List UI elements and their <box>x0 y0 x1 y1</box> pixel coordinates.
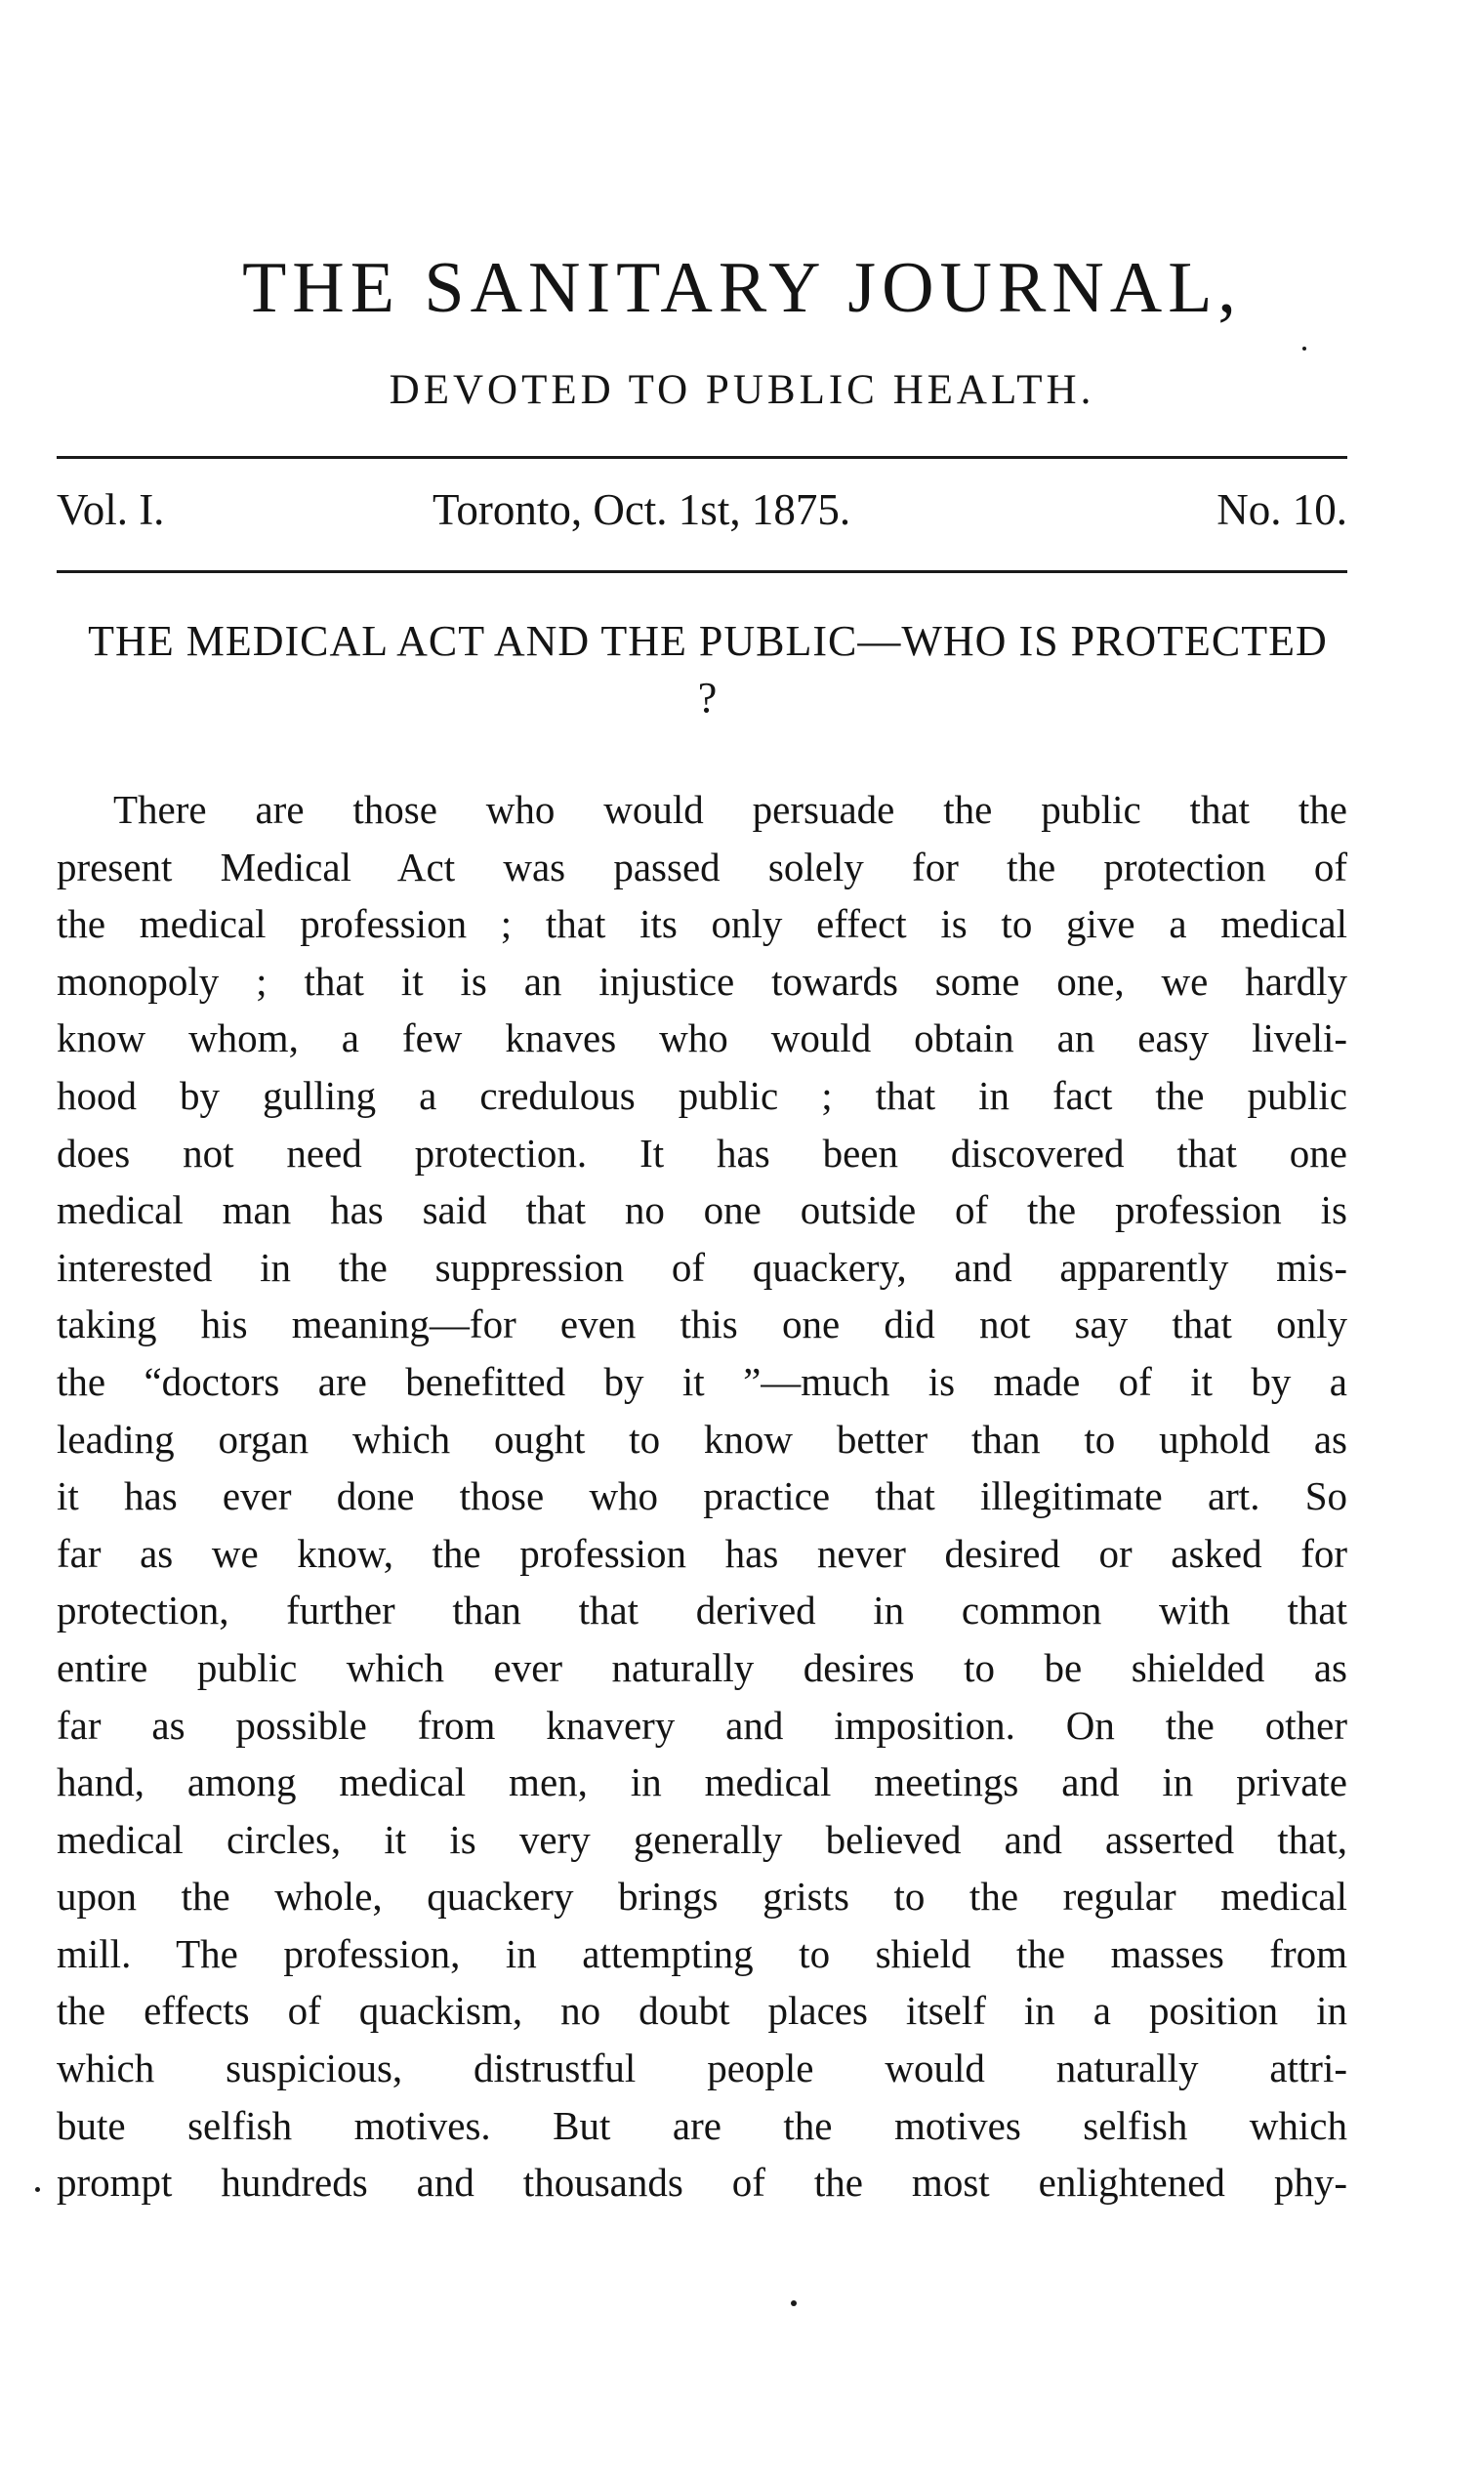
top-rule <box>57 456 1347 459</box>
body-line: hand, among medical men, in medical meetings and in private <box>57 1759 1347 1805</box>
journal-title: THE SANITARY JOURNAL, <box>242 248 1242 328</box>
body-line: protection, further than that derived in common with that <box>57 1588 1347 1633</box>
page-dot <box>791 2300 797 2306</box>
body-line: medical circles, it is very generally believed and asserted that, <box>57 1816 1347 1862</box>
journal-subtitle: DEVOTED TO PUBLIC HEALTH. <box>389 367 1095 413</box>
print-speck <box>1302 347 1306 351</box>
body-line: There are those who would persuade the public that the <box>113 787 1347 832</box>
body-line: interested in the suppression of quackery, and apparently mis- <box>57 1244 1347 1290</box>
body-line: hood by gulling a credulous public ; that in fact the public <box>57 1072 1347 1118</box>
issue-line <box>57 485 1347 547</box>
body-line: know whom, a few knaves who would obtain an easy liveli- <box>57 1015 1347 1061</box>
body-line: far as we know, the profession has never desired or asked for <box>57 1530 1347 1576</box>
body-line: present Medical Act was passed solely for the protection of <box>57 844 1347 889</box>
body-line: prompt hundreds and thousands of the most enlightened phy- <box>57 2160 1347 2206</box>
body-line: the effects of quackism, no doubt places itself in a position in <box>57 1988 1347 2034</box>
body-line: leading organ which ought to know better than to uphold as <box>57 1416 1347 1462</box>
body-line: far as possible from knavery and imposition. On the other <box>57 1702 1347 1748</box>
body-line: it has ever done those who practice that illegitimate art. So <box>57 1473 1347 1519</box>
body-line: bute selfish motives. But are the motives selfish which <box>57 2102 1347 2148</box>
article-body <box>57 781 1347 2211</box>
body-line: the medical profession ; that its only effect is to give a medical <box>57 901 1347 947</box>
body-line: mill. The profession, in attempting to shield the masses from <box>57 1930 1347 1976</box>
body-line: entire public which ever naturally desires to be shielded as <box>57 1644 1347 1690</box>
bottom-rule <box>57 570 1347 573</box>
body-line: does not need protection. It has been discovered that one <box>57 1130 1347 1176</box>
body-line: medical man has said that no one outside of the profession is <box>57 1187 1347 1233</box>
issue-number: No. 10. <box>1216 485 1347 534</box>
article-title: THE MEDICAL ACT AND THE PUBLIC—WHO IS PROTECTED ? <box>88 617 1328 722</box>
place-date: Toronto, Oct. 1st, 1875. <box>433 485 851 534</box>
body-line: which suspicious, distrustful people would naturally attri- <box>57 2046 1347 2091</box>
body-line: taking his meaning—for even this one did not say that only <box>57 1302 1347 1347</box>
margin-speck <box>35 2187 40 2192</box>
body-line: upon the whole, quackery brings grists to the regular medical <box>57 1874 1347 1920</box>
body-line: monopoly ; that it is an injustice towards some one, we hardly <box>57 958 1347 1004</box>
volume-label: Vol. I. <box>57 485 165 534</box>
body-line: the “doctors are benefitted by it ”—much is made of it by a <box>57 1358 1347 1404</box>
